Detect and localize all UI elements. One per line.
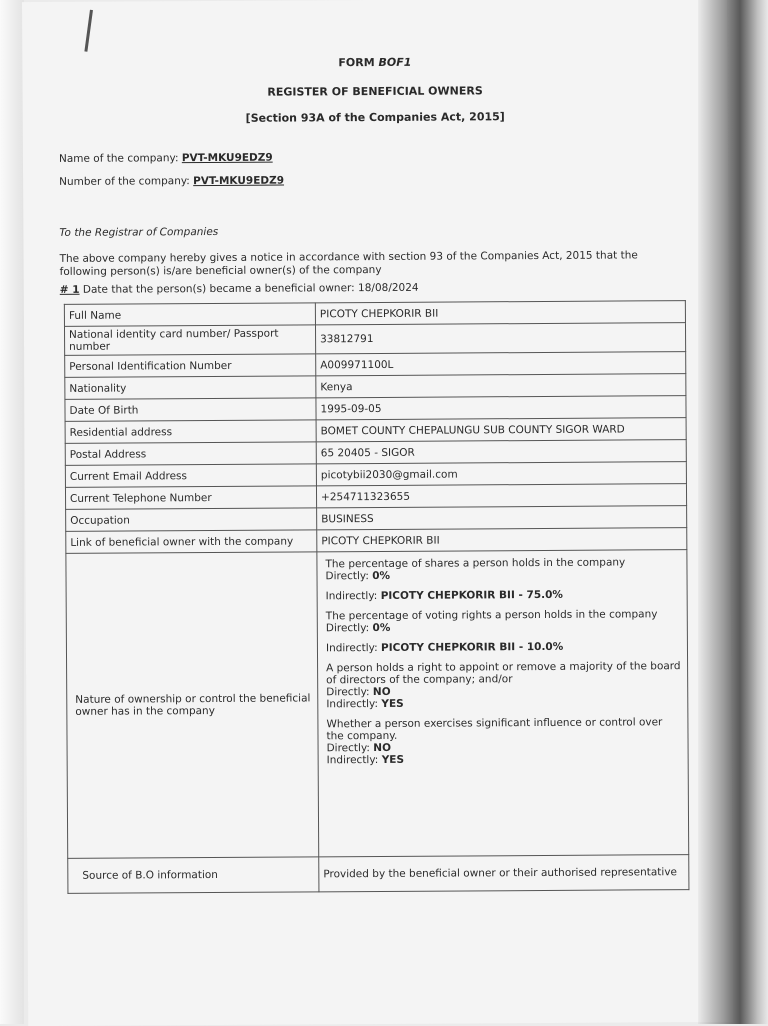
company-name-value: PVT-MKU9EDZ9	[181, 151, 273, 165]
appoint-indirect: Indirectly: YES	[326, 697, 404, 711]
row-value: BUSINESS	[317, 506, 687, 530]
company-number-label: Number of the company:	[59, 175, 190, 188]
influence-direct: Directly: NO	[326, 741, 392, 755]
row-value: 1995-09-05	[316, 396, 686, 420]
row-value: +254711323655	[316, 484, 686, 508]
document-title: REGISTER OF BENEFICIAL OWNERS	[267, 84, 483, 99]
row-label: Residential address	[65, 420, 316, 444]
voting-block	[326, 608, 681, 634]
shares-block	[325, 556, 680, 582]
form-label: FORM	[338, 56, 375, 70]
row-value: picotybii2030@gmail.com	[316, 462, 686, 486]
owner-date-label: Date that the person(s) became a beneficial owner:	[82, 282, 355, 296]
row-label: Date Of Birth	[65, 398, 316, 422]
influence-block	[326, 716, 681, 766]
voting-direct: Directly: 0%	[325, 621, 391, 635]
table-row	[64, 323, 685, 356]
source-label: Source of B.O information	[68, 857, 319, 894]
voting-heading: The percentage of voting rights a person holds in the company	[325, 608, 658, 623]
scan-left-edge	[0, 0, 24, 1024]
owner-date-value: 18/08/2024	[358, 281, 419, 295]
influence-indirect: Indirectly: YES	[326, 753, 405, 767]
appoint-direct: Directly: NO	[326, 685, 391, 699]
company-number-line	[59, 175, 284, 188]
row-value: 65 20405 - SIGOR	[316, 440, 686, 464]
shares-heading: The percentage of shares a person holds in the company	[325, 556, 626, 571]
row-value: PICOTY CHEPKORIR BII	[317, 528, 687, 552]
company-name-line	[59, 152, 273, 165]
influence-heading: Whether a person exercises significant influence or control over the company.	[326, 716, 663, 743]
shares-indirect: Indirectly: PICOTY CHEPKORIR BII - 75.0%	[325, 588, 563, 603]
row-value: A009971100L	[316, 352, 686, 376]
appoint-block	[326, 660, 681, 710]
row-label: Current Email Address	[65, 464, 316, 488]
nature-label: Nature of ownership or control the beneficial owner has in the company	[66, 552, 319, 859]
owner-date-line	[60, 282, 419, 296]
owner-index: # 1	[59, 283, 80, 296]
source-row	[68, 855, 689, 894]
section-reference: [Section 93A of the Companies Act, 2015]	[245, 110, 505, 125]
row-label: National identity card number/ Passport number	[64, 325, 315, 356]
pen-mark	[84, 10, 93, 52]
row-value: 33812791	[315, 323, 685, 354]
row-label: Full Name	[64, 303, 315, 327]
row-value: Kenya	[316, 374, 686, 398]
shares-direct: Directly: 0%	[325, 569, 391, 583]
row-label: Personal Identification Number	[65, 354, 316, 378]
notice-text: The above company hereby gives a notice in accordance with section 93 of the Companies Act, 2015 that the following person(s) is/are beneficial owner(s) of the company	[59, 249, 638, 278]
company-number-value: PVT-MKU9EDZ9	[193, 174, 285, 188]
company-name-label: Name of the company:	[58, 152, 179, 165]
row-label: Nationality	[65, 376, 316, 400]
row-value: BOMET COUNTY CHEPALUNGU SUB COUNTY SIGOR WARD	[316, 418, 686, 442]
document-page	[22, 0, 733, 1026]
voting-indirect: Indirectly: PICOTY CHEPKORIR BII - 10.0%	[325, 640, 564, 655]
form-heading	[22, 54, 727, 71]
source-value: Provided by the beneficial owner or their authorised representative	[319, 855, 689, 892]
appoint-heading: A person holds a right to appoint or remove a majority of the board of directors of the company; and/or	[326, 660, 681, 687]
registrar-salutation: To the Registrar of Companies	[59, 225, 219, 239]
row-label: Current Telephone Number	[65, 486, 316, 510]
nature-row	[66, 550, 689, 859]
row-label: Link of beneficial owner with the company	[66, 530, 317, 554]
row-label: Occupation	[66, 508, 317, 532]
scan-shadow	[698, 0, 768, 1024]
form-code: BOF1	[378, 55, 412, 69]
row-label: Postal Address	[65, 442, 316, 466]
beneficial-owner-table	[64, 300, 690, 894]
row-value: PICOTY CHEPKORIR BII	[315, 301, 685, 325]
nature-value	[317, 550, 689, 857]
